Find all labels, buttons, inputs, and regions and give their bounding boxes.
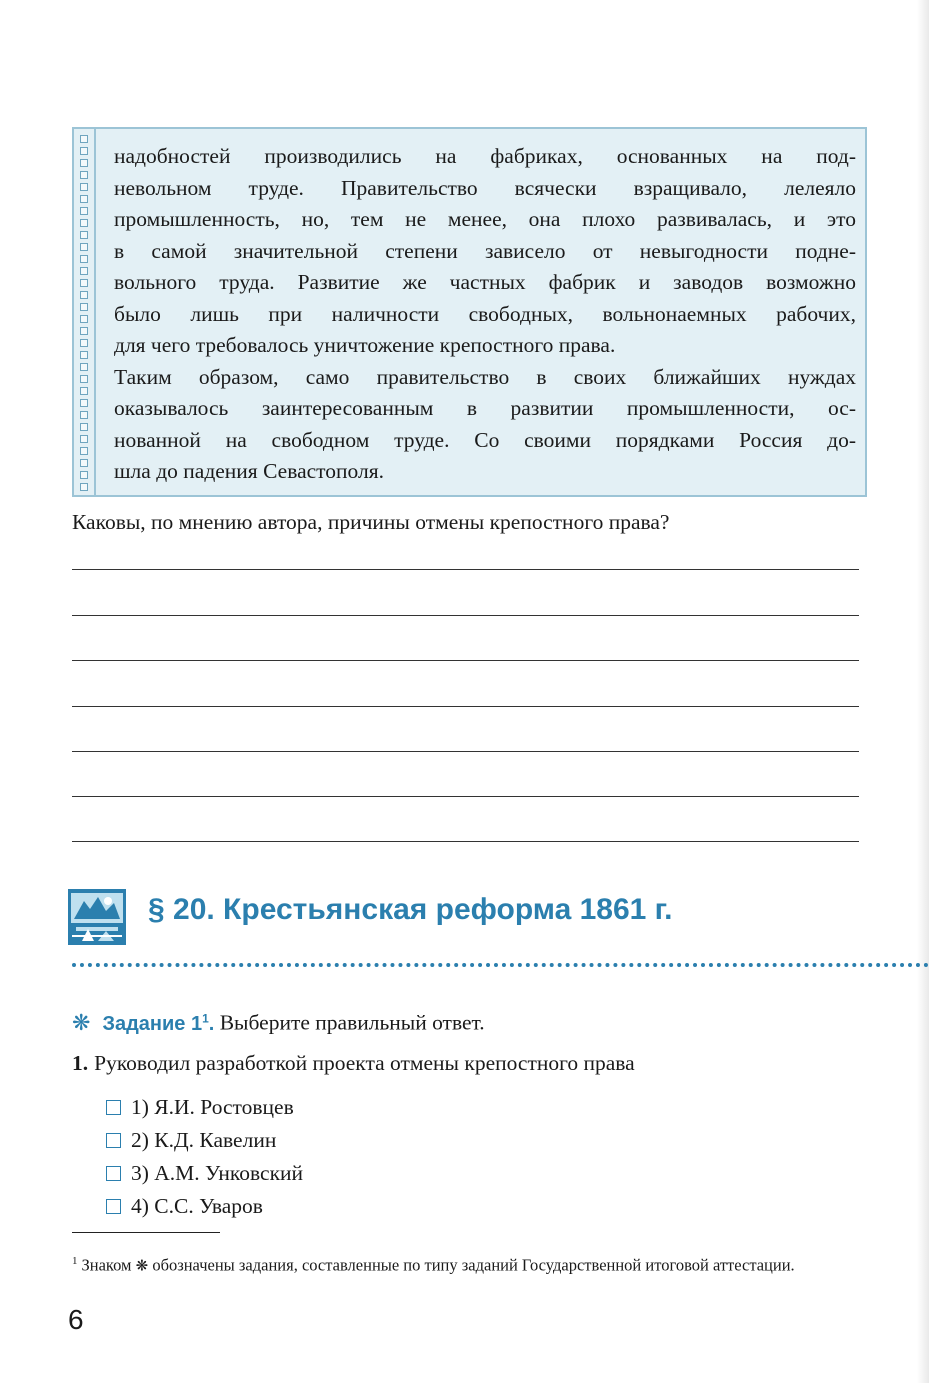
source-line: промышленность, но, тем не менее, она плохо развивалась, и это bbox=[114, 207, 856, 231]
source-text-box bbox=[72, 127, 867, 497]
strip-square bbox=[80, 255, 88, 263]
strip-square bbox=[80, 279, 88, 287]
answer-line[interactable] bbox=[72, 569, 859, 570]
strip-square bbox=[80, 363, 88, 371]
source-line: нованной на свободном труде. Со своими порядками Россия до- bbox=[114, 427, 856, 452]
strip-square bbox=[80, 339, 88, 347]
strip-square bbox=[80, 375, 88, 383]
footnote-ref: 1 bbox=[72, 1255, 78, 1267]
strip-square bbox=[80, 171, 88, 179]
page-number: 6 bbox=[68, 1304, 84, 1335]
strip-square bbox=[80, 435, 88, 443]
source-line: надобностей производились на фабриках, основанных на под- bbox=[114, 144, 856, 168]
strip-square bbox=[80, 231, 88, 239]
question-1-text: Руководил разработкой проекта отмены крепостного права bbox=[94, 1051, 635, 1075]
source-line: невольном труде. Правительство всячески взращивало, лелеяло bbox=[114, 175, 856, 200]
strip-square bbox=[80, 399, 88, 407]
task-marker-icon: ❋ bbox=[72, 1010, 91, 1036]
answer-option bbox=[106, 1125, 276, 1155]
task-heading bbox=[72, 1002, 485, 1040]
option-checkbox[interactable] bbox=[106, 1133, 121, 1148]
strip-square bbox=[80, 291, 88, 299]
task-instruction: Выберите правильный ответ. bbox=[219, 1010, 485, 1035]
footnote-text-before: Знаком bbox=[81, 1255, 132, 1275]
question-text: Каковы, по мнению автора, причины отмены крепостного права? bbox=[72, 510, 670, 534]
task-title: Задание $1^1$. bbox=[102, 1011, 215, 1035]
option-label: 3) А.М. Унковский bbox=[131, 1161, 304, 1185]
source-line: Таким образом, само правительство в своих ближайших нуждах bbox=[114, 364, 856, 389]
answer-line[interactable] bbox=[72, 706, 859, 707]
strip-square bbox=[80, 387, 88, 395]
source-text bbox=[114, 141, 856, 488]
strip-square bbox=[80, 207, 88, 215]
strip-square bbox=[80, 423, 88, 431]
strip-square bbox=[80, 135, 88, 143]
option-label: 2) К.Д. Кавелин bbox=[131, 1128, 277, 1152]
answer-option bbox=[106, 1092, 294, 1122]
task-label: Задание 1 bbox=[102, 1012, 203, 1035]
strip-square bbox=[80, 267, 88, 275]
strip-square bbox=[80, 351, 88, 359]
task-footnote-ref: 1 bbox=[202, 1011, 209, 1025]
dotted-divider bbox=[72, 963, 929, 967]
footnote-divider bbox=[72, 1232, 220, 1233]
option-label: 1) Я.И. Ростовцев bbox=[131, 1095, 294, 1119]
worker-illustration-icon bbox=[68, 889, 126, 945]
answer-line[interactable] bbox=[72, 615, 859, 616]
answer-option bbox=[106, 1158, 303, 1188]
box-decorative-strip bbox=[74, 129, 96, 495]
source-line: было лишь при наличности свободных, вольнонаемных рабочих, bbox=[114, 301, 856, 326]
strip-square bbox=[80, 483, 88, 491]
question-number: 1. bbox=[72, 1051, 89, 1075]
question-1 bbox=[72, 1047, 635, 1079]
option-label: 4) С.С. Уваров bbox=[131, 1194, 263, 1218]
source-line: в самой значительной степени зависело от невыгодности подне- bbox=[114, 238, 856, 263]
answer-line[interactable] bbox=[72, 796, 859, 797]
option-checkbox[interactable] bbox=[106, 1100, 121, 1115]
answer-line[interactable] bbox=[72, 660, 859, 661]
strip-square bbox=[80, 147, 88, 155]
strip-square bbox=[80, 183, 88, 191]
answer-option bbox=[106, 1191, 263, 1221]
strip-square bbox=[80, 459, 88, 467]
footnote bbox=[72, 1245, 872, 1282]
option-checkbox[interactable] bbox=[106, 1199, 121, 1214]
footnote-symbol-icon: ❋ bbox=[135, 1256, 149, 1275]
answer-line[interactable] bbox=[72, 841, 859, 842]
strip-square bbox=[80, 327, 88, 335]
strip-square bbox=[80, 195, 88, 203]
strip-square bbox=[80, 471, 88, 479]
source-line: оказывалось заинтересованным в развитии промышленности, ос- bbox=[114, 396, 856, 420]
strip-square bbox=[80, 411, 88, 419]
strip-square bbox=[80, 159, 88, 167]
source-line: для чего требовалось уничтожение крепостного права. bbox=[114, 333, 616, 357]
strip-square bbox=[80, 315, 88, 323]
source-line: шла до падения Севастополя. bbox=[114, 459, 384, 483]
strip-square bbox=[80, 219, 88, 227]
page-edge-shadow bbox=[917, 0, 929, 1383]
section-title: § 20. Крестьянская реформа 1861 г. bbox=[148, 893, 673, 926]
footnote-text-after: обозначены задания, составленные по типу заданий Государственной итоговой аттестации. bbox=[152, 1255, 795, 1275]
strip-square bbox=[80, 447, 88, 455]
strip-square bbox=[80, 243, 88, 251]
source-line: вольного труда. Развитие же частных фабрик и заводов возможно bbox=[114, 270, 856, 294]
strip-square bbox=[80, 303, 88, 311]
option-checkbox[interactable] bbox=[106, 1166, 121, 1181]
answer-line[interactable] bbox=[72, 751, 859, 752]
